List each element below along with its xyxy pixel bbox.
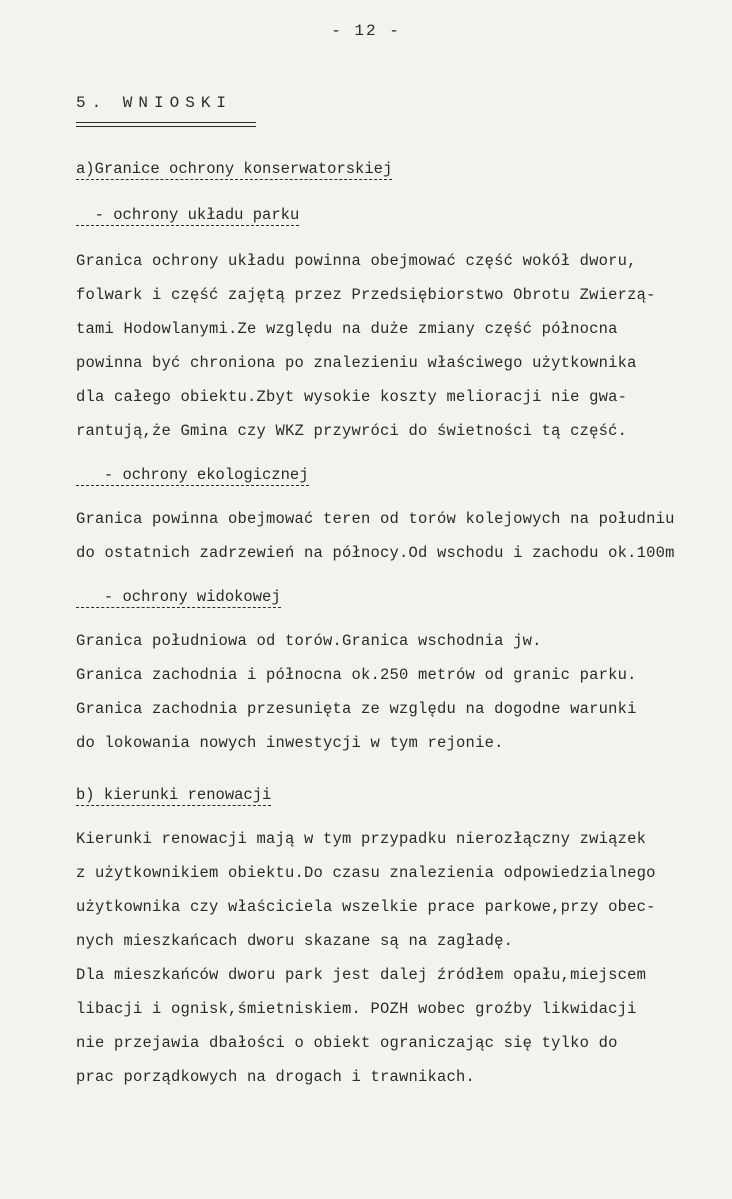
text-line: Dla mieszkańców dworu park jest dalej źródłem opału,miejscem (76, 966, 647, 984)
subsection-b-heading: b) kierunki renowacji (76, 786, 272, 804)
text-line: Kierunki renowacji mają w tym przypadku nierozłączny związek (76, 830, 647, 848)
item2-heading: - ochrony ekologicznej (76, 466, 309, 484)
text-line: użytkownika czy właściciela wszelkie prace parkowe,przy obec- (76, 898, 656, 916)
text-line: do ostatnich zadrzewień na północy.Od wschodu i zachodu ok.100m (76, 544, 675, 562)
text-line: powinna być chroniona po znalezieniu właściwego użytkownika (76, 354, 637, 372)
text-line: nych mieszkańcach dworu skazane są na zagładę. (76, 932, 514, 950)
text-line: Granica zachodnia i północna ok.250 metrów od granic parku. (76, 666, 637, 684)
text-line: dla całego obiektu.Zbyt wysokie koszty melioracji nie gwa- (76, 388, 628, 406)
text-line: rantują,że Gmina czy WKZ przywróci do świetności tą część. (76, 422, 628, 440)
title-double-underline (76, 122, 256, 127)
page-number: - 12 - (331, 22, 401, 40)
text-line: Granica ochrony układu powinna obejmować część wokół dworu, (76, 252, 637, 270)
text-line: libacji i ognisk,śmietniskiem. POZH wobec groźby likwidacji (76, 1000, 637, 1018)
text-line: do lokowania nowych inwestycji w tym rejonie. (76, 734, 504, 752)
subsection-a-heading: a)Granice ochrony konserwatorskiej (76, 160, 393, 178)
text-line: nie przejawia dbałości o obiekt ograniczając się tylko do (76, 1034, 618, 1052)
item1-heading: - ochrony układu parku (76, 206, 299, 224)
text-line: tami Hodowlanymi.Ze względu na duże zmiany część północna (76, 320, 618, 338)
text-line: z użytkownikiem obiektu.Do czasu znalezienia odpowiedzialnego (76, 864, 656, 882)
text-line: Granica zachodnia przesunięta ze względu na dogodne warunki (76, 700, 637, 718)
section-title: 5. WNIOSKI (76, 94, 233, 112)
text-line: prac porządkowych na drogach i trawnikach. (76, 1068, 476, 1086)
item3-heading: - ochrony widokowej (76, 588, 281, 606)
text-line: Granica południowa od torów.Granica wschodnia jw. (76, 632, 542, 650)
text-line: folwark i część zajętą przez Przedsiębiorstwo Obrotu Zwierzą- (76, 286, 656, 304)
text-line: Granica powinna obejmować teren od torów kolejowych na południu (76, 510, 675, 528)
